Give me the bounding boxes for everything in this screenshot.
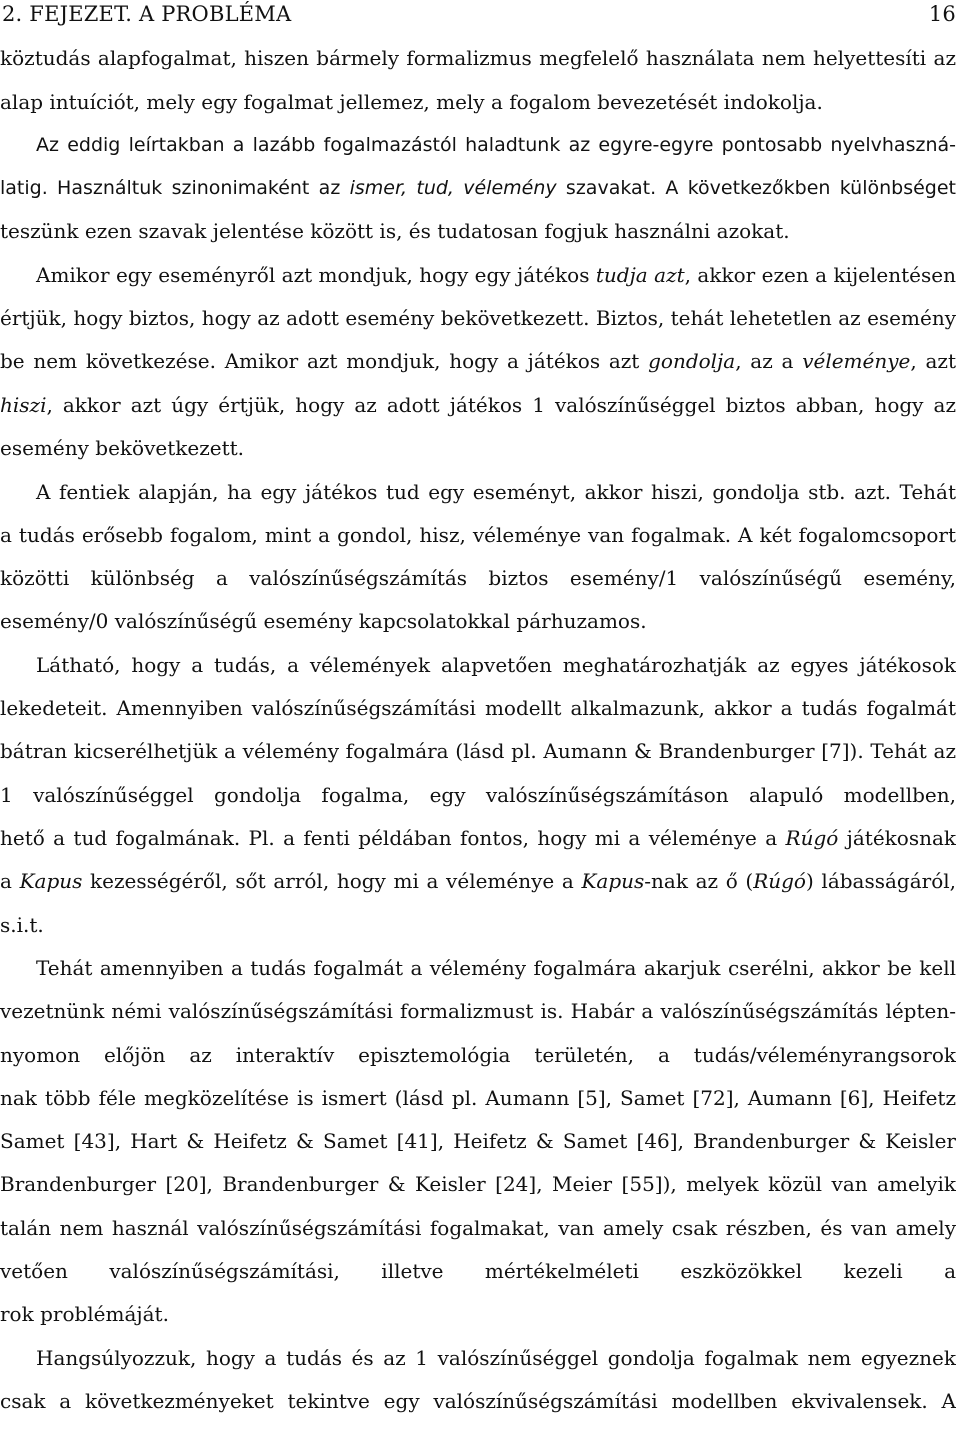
text-line-content: [0, 1259, 956, 1286]
text-run: 1 valószínűséggel gondolja fogalma, egy valószínűségszámításon alapuló modellben,: [0, 783, 956, 807]
text-line-content: [36, 480, 956, 504]
text-run: játékosnak: [838, 826, 956, 850]
text-line: [0, 1343, 956, 1373]
text-run: hető a tud fogalmának. Pl. a fenti példában fontos, hogy mi a véleménye a: [0, 826, 786, 850]
text-run: A fentiek alapján, ha egy játékos tud egy eseményt, akkor hiszi, gondolja stb. azt. Tehát: [36, 480, 956, 504]
text-run: nyomon előjön az interaktív episztemológia területén, a tudás/véleményrangsorok: [0, 1043, 956, 1067]
text-line: [0, 1299, 956, 1329]
text-line-content: [0, 696, 956, 720]
text-line: [0, 130, 956, 160]
text-line: [0, 1213, 956, 1243]
text-run: ) lábasságáról,: [805, 869, 956, 893]
text-run: -nak az ő (: [644, 869, 754, 893]
text-run: , azt: [910, 349, 956, 373]
text-line-content: [0, 999, 956, 1023]
text-line: [0, 693, 956, 723]
text-line: [0, 606, 956, 636]
text-line-content: [0, 869, 956, 893]
text-run: kezességéről, sőt arról, hogy mi a véleménye a: [82, 869, 582, 893]
text-line: [0, 780, 956, 810]
text-run: Tehát amennyiben a tudás fogalmát a vélemény fogalmára akarjuk cserélni, akkor be kell: [36, 956, 956, 980]
text-run: szavakat. A következőkben különbséget: [556, 177, 956, 199]
text-run: Hangsúlyozzuk, hogy a tudás és az 1 valószínűséggel gondolja fogalmak nem egyeznek: [36, 1346, 956, 1370]
text-line-content: [36, 1346, 956, 1373]
text-line: [0, 433, 956, 463]
emphasized-term: Rúgó: [785, 826, 839, 850]
text-run: teszünk ezen szavak jelentése között is, és tudatosan fogjuk használni azokat.: [0, 219, 790, 243]
emphasized-term: ismer, tud, vélemény: [349, 177, 557, 199]
text-line-content: [0, 566, 956, 593]
text-line-content: [0, 46, 956, 70]
text-line-content: [0, 1043, 956, 1070]
text-run: be nem következése. Amikor azt mondjuk, hogy a játékos azt: [0, 349, 649, 373]
text-run: lekedeteit. Amennyiben valószínűségszámítási modellt alkalmazunk, akkor a tudás fogalmát: [0, 696, 956, 720]
text-line-content: [0, 609, 647, 633]
text-run: talán nem használ valószínűségszámítási fogalmakat, van amely csak részben, és van amely: [0, 1216, 956, 1240]
text-line: [0, 1040, 956, 1070]
text-line: [0, 823, 956, 853]
text-line: [0, 953, 956, 983]
text-line-content: [0, 349, 956, 373]
text-line-content: [0, 1172, 956, 1199]
text-line-content: [36, 263, 956, 290]
text-run: Látható, hogy a tudás, a vélemények alapvetően meghatározhatják az egyes játékosok: [36, 653, 956, 677]
emphasized-term: Kapus: [581, 869, 645, 893]
emphasized-term: gondolja: [648, 349, 736, 373]
emphasized-term: tudja azt: [595, 263, 685, 287]
text-run: Amikor egy eseményről azt mondjuk, hogy egy játékos: [36, 263, 596, 287]
text-run: a tudás erősebb fogalom, mint a gondol, hisz, véleménye van fogalmak. A két fogalomcsoport: [0, 523, 956, 547]
emphasized-term: Rúgó: [753, 869, 806, 893]
text-line: [0, 910, 956, 940]
text-line-content: [36, 134, 956, 156]
text-line: [0, 477, 956, 507]
text-line-content: [0, 1302, 169, 1326]
text-line: [0, 650, 956, 680]
text-line: [0, 1169, 956, 1199]
text-line-content: [0, 393, 956, 420]
text-line-content: [0, 1129, 956, 1156]
emphasized-term: véleménye: [802, 349, 911, 373]
text-line: [0, 43, 956, 73]
text-line-content: [36, 653, 956, 680]
text-line: [0, 303, 956, 333]
text-run: s.i.t.: [0, 913, 44, 937]
text-line-content: [0, 1086, 956, 1113]
text-run: csak a következményeket tekintve egy valószínűségszámítási modellben ekvivalensek. A: [0, 1389, 956, 1413]
text-run: esemény/0 valószínűségű esemény kapcsolatokkal párhuzamos.: [0, 609, 647, 633]
text-line-content: [0, 739, 956, 763]
text-line-content: [0, 523, 956, 547]
text-line: [0, 216, 956, 246]
text-line-content: [0, 436, 244, 460]
text-run: Az eddig leírtakban a lazább fogalmazástól haladtunk az egyre-egyre pontosabb nyelvhaszná-: [36, 134, 956, 156]
text-run: latig. Használtuk szinonimaként az: [0, 177, 350, 199]
text-line: [0, 1386, 956, 1416]
text-line: [0, 520, 956, 550]
text-line: [0, 390, 956, 420]
text-line-content: [36, 956, 956, 980]
emphasized-term: hiszi: [0, 393, 47, 417]
text-line-content: [0, 913, 44, 937]
text-line: [0, 1126, 956, 1156]
text-run: köztudás alapfogalmat, hiszen bármely formalizmus megfelelő használata nem helyettesíti az: [0, 46, 956, 70]
text-line: [0, 563, 956, 593]
chapter-title: 2. FEJEZET. A PROBLÉMA: [2, 2, 292, 26]
text-run: rok problémáját.: [0, 1302, 169, 1326]
text-run: alap intuíciót, mely egy fogalmat jellemez, mely a fogalom bevezetését indokolja.: [0, 90, 823, 114]
page-number: 16: [928, 2, 956, 26]
text-run: a: [0, 869, 20, 893]
text-run: közötti különbség a valószínűségszámítás biztos esemény/1 valószínűségű esemény,: [0, 566, 956, 590]
text-run: , az a: [735, 349, 803, 373]
text-line-content: [0, 826, 956, 850]
text-line: [0, 1083, 956, 1113]
text-line-content: [0, 1389, 956, 1416]
text-run: Samet [43], Hart & Heifetz & Samet [41], Heifetz & Samet [46], Brandenburger & Keisler: [0, 1129, 956, 1153]
text-line: [0, 996, 956, 1026]
text-line: [0, 866, 956, 896]
text-line: [0, 260, 956, 290]
text-run: vetően valószínűségszámítási, illetve mértékelméleti eszközökkel kezeli a: [0, 1259, 956, 1283]
text-run: értjük, hogy biztos, hogy az adott esemény bekövetkezett. Biztos, tehát lehetetlen az esemény: [0, 306, 956, 330]
text-line: [0, 736, 956, 766]
text-line-content: [0, 1216, 956, 1243]
text-line-content: [0, 90, 823, 114]
text-line-content: [0, 306, 956, 330]
text-run: , akkor ezen a kijelentésen: [684, 263, 956, 287]
emphasized-term: Kapus: [19, 869, 83, 893]
running-head: [2, 0, 956, 28]
text-run: bátran kicserélhetjük a vélemény fogalmára (lásd pl. Aumann & Brandenburger [7]). Tehát az: [0, 739, 956, 763]
text-line-content: [0, 783, 956, 810]
text-line: [0, 1256, 956, 1286]
text-line: [0, 173, 956, 203]
text-line: [0, 346, 956, 376]
text-run: esemény bekövetkezett.: [0, 436, 245, 460]
text-line-content: [0, 177, 956, 199]
text-run: nak több féle megközelítése is ismert (lásd pl. Aumann [5], Samet [72], Aumann [6], Heifetz: [0, 1086, 956, 1110]
text-line-content: [0, 219, 790, 243]
text-run: vezetnünk némi valószínűségszámítási formalizmust is. Habár a valószínűségszámítás lépten-: [0, 999, 956, 1023]
text-run: Brandenburger [20], Brandenburger & Keisler [24], Meier [55]), melyek közül van amelyik: [0, 1172, 956, 1196]
text-run: , akkor azt úgy értjük, hogy az adott játékos 1 valószínűséggel biztos abban, hogy az: [46, 393, 956, 417]
text-line: [0, 87, 956, 117]
